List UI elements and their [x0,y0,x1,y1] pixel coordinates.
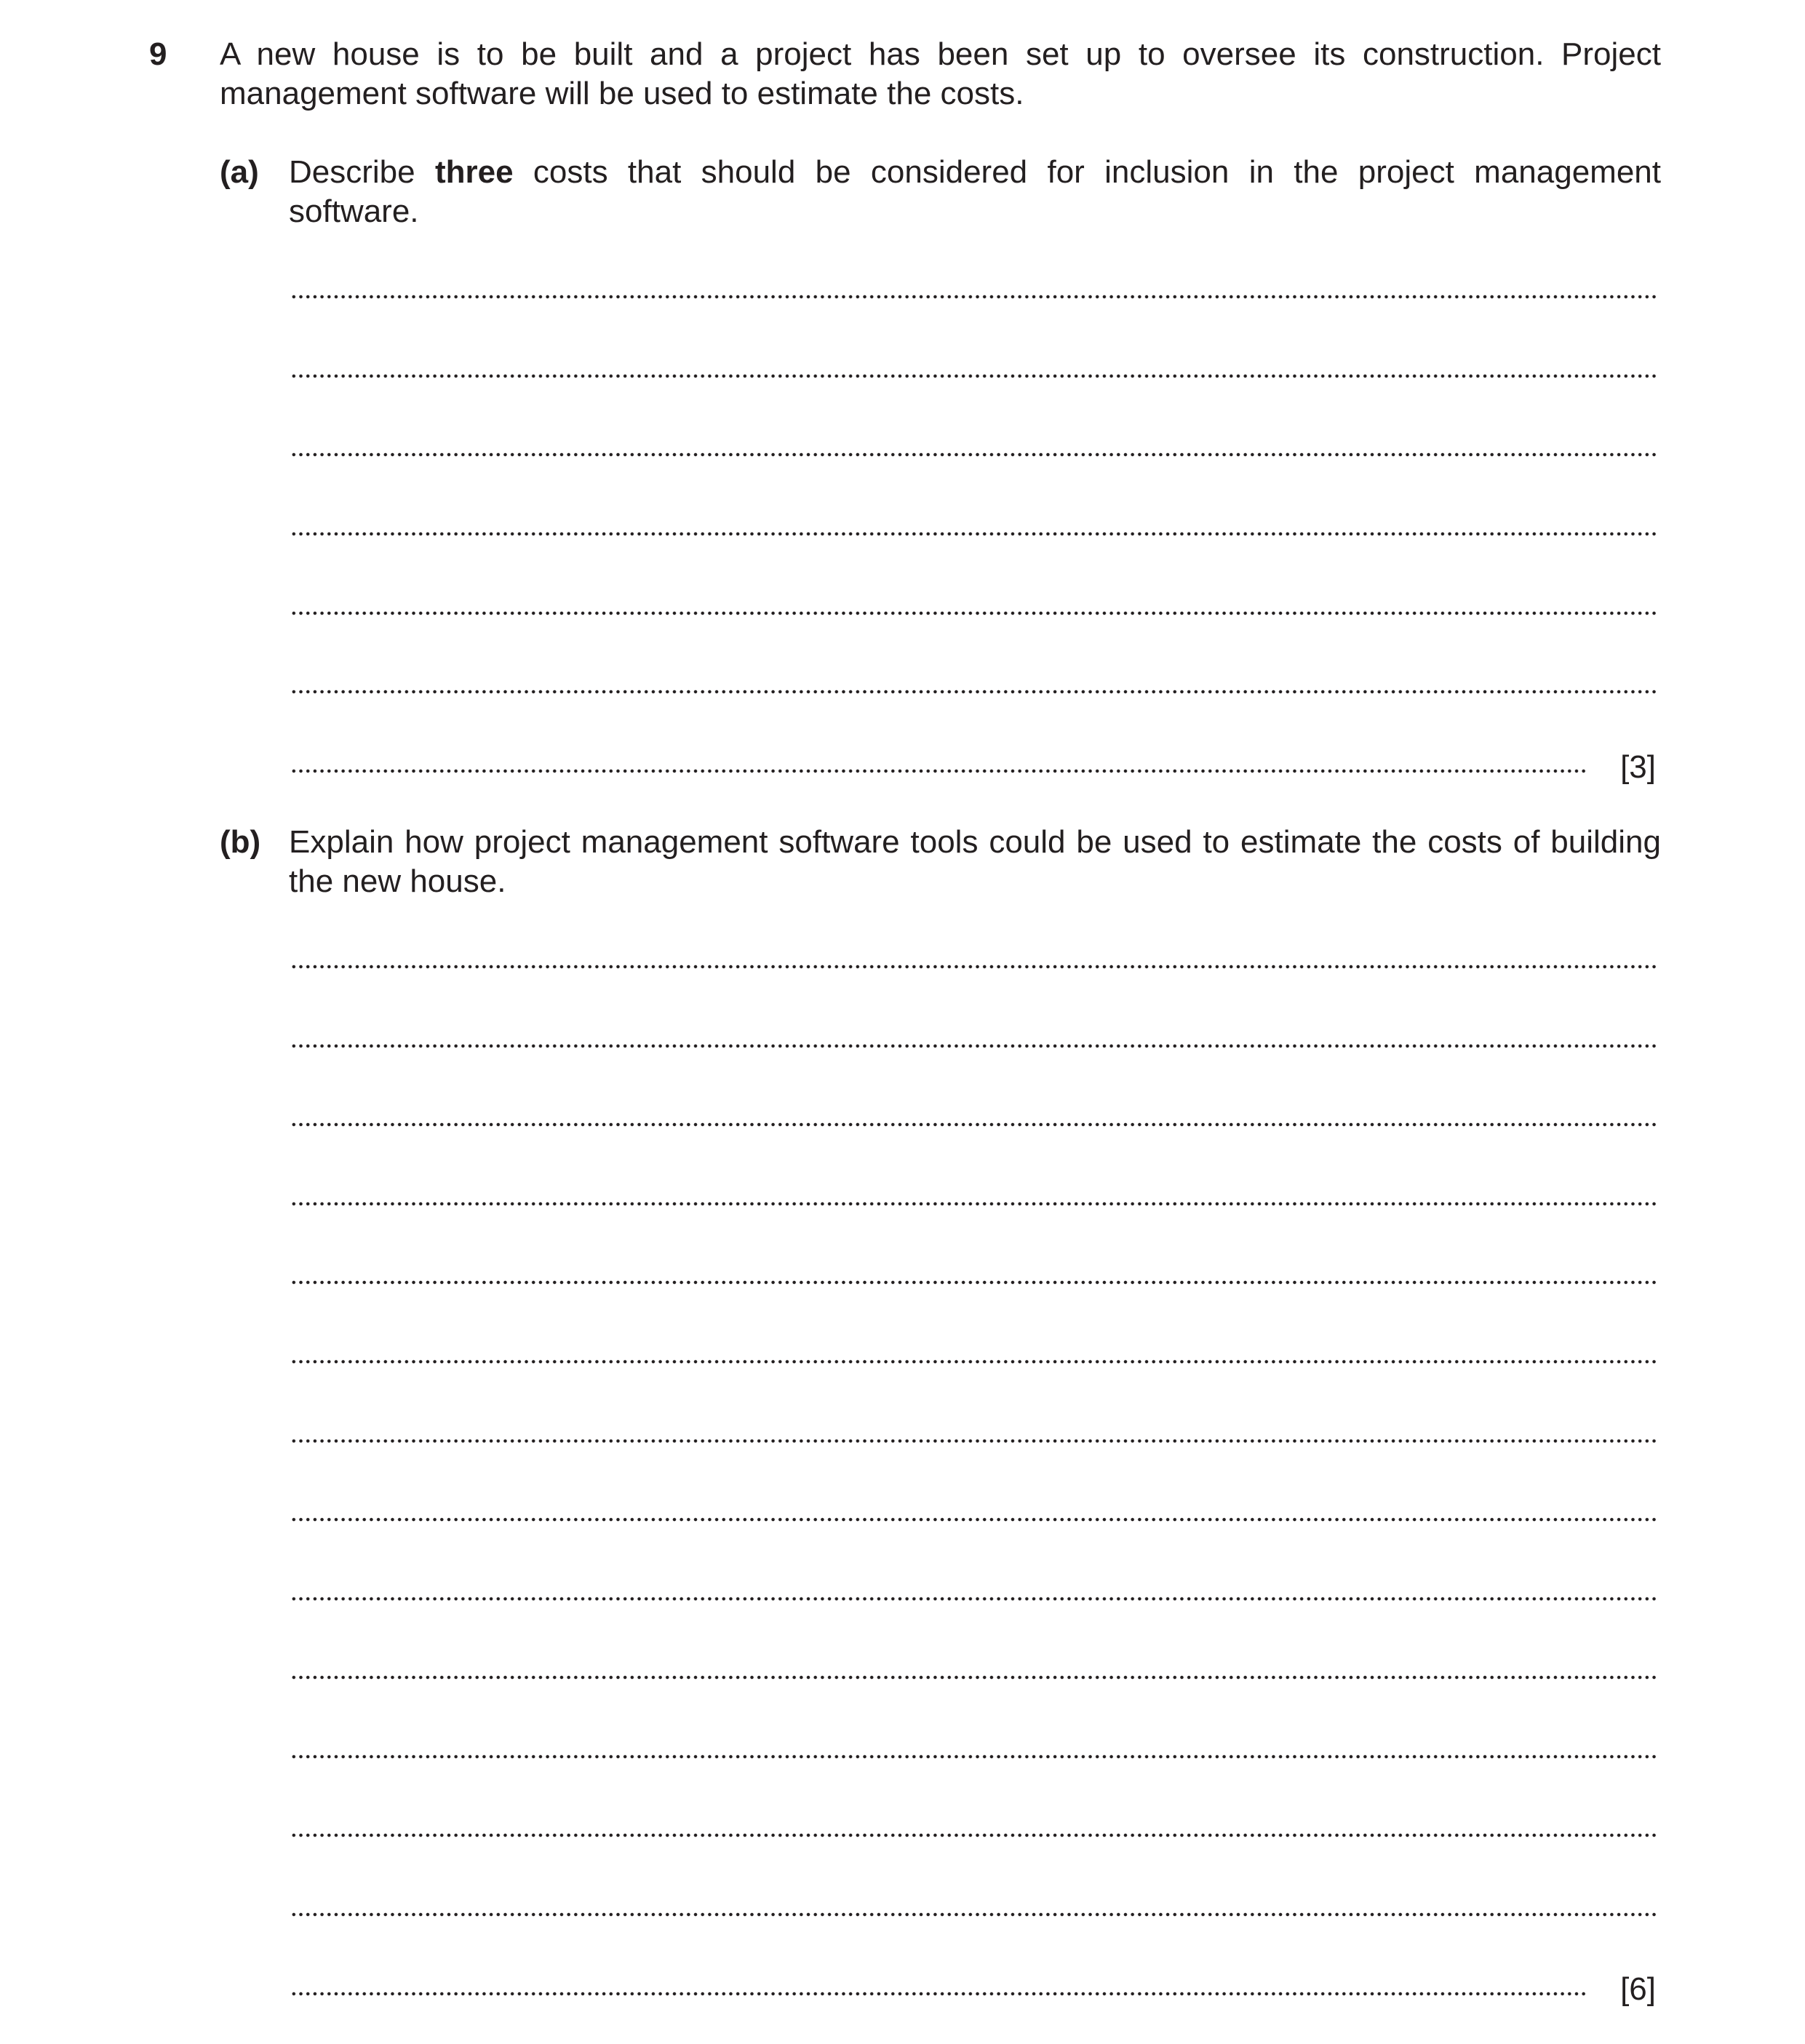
part-b-answer-line[interactable] [290,1992,1587,1996]
part-b-answer-line[interactable] [290,965,1659,969]
part-a-text-after: costs that should be considered for inclusion in the project management software. [289,154,1662,229]
part-b-answer-line[interactable] [290,1360,1659,1364]
question-number: 9 [149,36,167,72]
part-a-answer-line[interactable] [290,611,1659,615]
part-b-answer-line[interactable] [290,1044,1659,1048]
part-b-answer-line[interactable] [290,1202,1659,1206]
part-b-answer-line[interactable] [290,1280,1659,1285]
part-a-answer-line[interactable] [290,452,1659,457]
part-a-answer-line[interactable] [290,374,1659,378]
part-b-answer-line[interactable] [290,1122,1659,1127]
question-stem: A new house is to be built and a project has been set up to oversee its construction. Project management software will be used to estimate the costs. [220,36,1661,111]
part-a-label: (a) [220,154,259,190]
part-a-marks: [3] [1620,749,1656,785]
part-a-answer-line[interactable] [290,690,1659,694]
part-b-answer-line[interactable] [290,1439,1659,1443]
part-b-answer-line[interactable] [290,1754,1659,1759]
part-b-answer-line[interactable] [290,1675,1659,1680]
part-a-text [289,153,1661,231]
part-a-text-before: Describe [289,154,435,190]
part-b-answer-line[interactable] [290,1833,1659,1837]
part-b-answer-line[interactable] [290,1597,1659,1601]
part-a-bold-word: three [434,154,514,190]
part-b-answer-line[interactable] [290,1517,1659,1522]
part-a-answer-line[interactable] [290,769,1587,773]
part-b-marks: [6] [1620,1971,1656,2007]
part-b-text: Explain how project management software tools could be used to estimate the costs of building the new house. [289,824,1661,899]
part-a-answer-line[interactable] [290,532,1659,536]
part-b-answer-line[interactable] [290,1912,1659,1917]
part-b-label: (b) [220,824,261,860]
part-a-answer-line[interactable] [290,295,1659,299]
